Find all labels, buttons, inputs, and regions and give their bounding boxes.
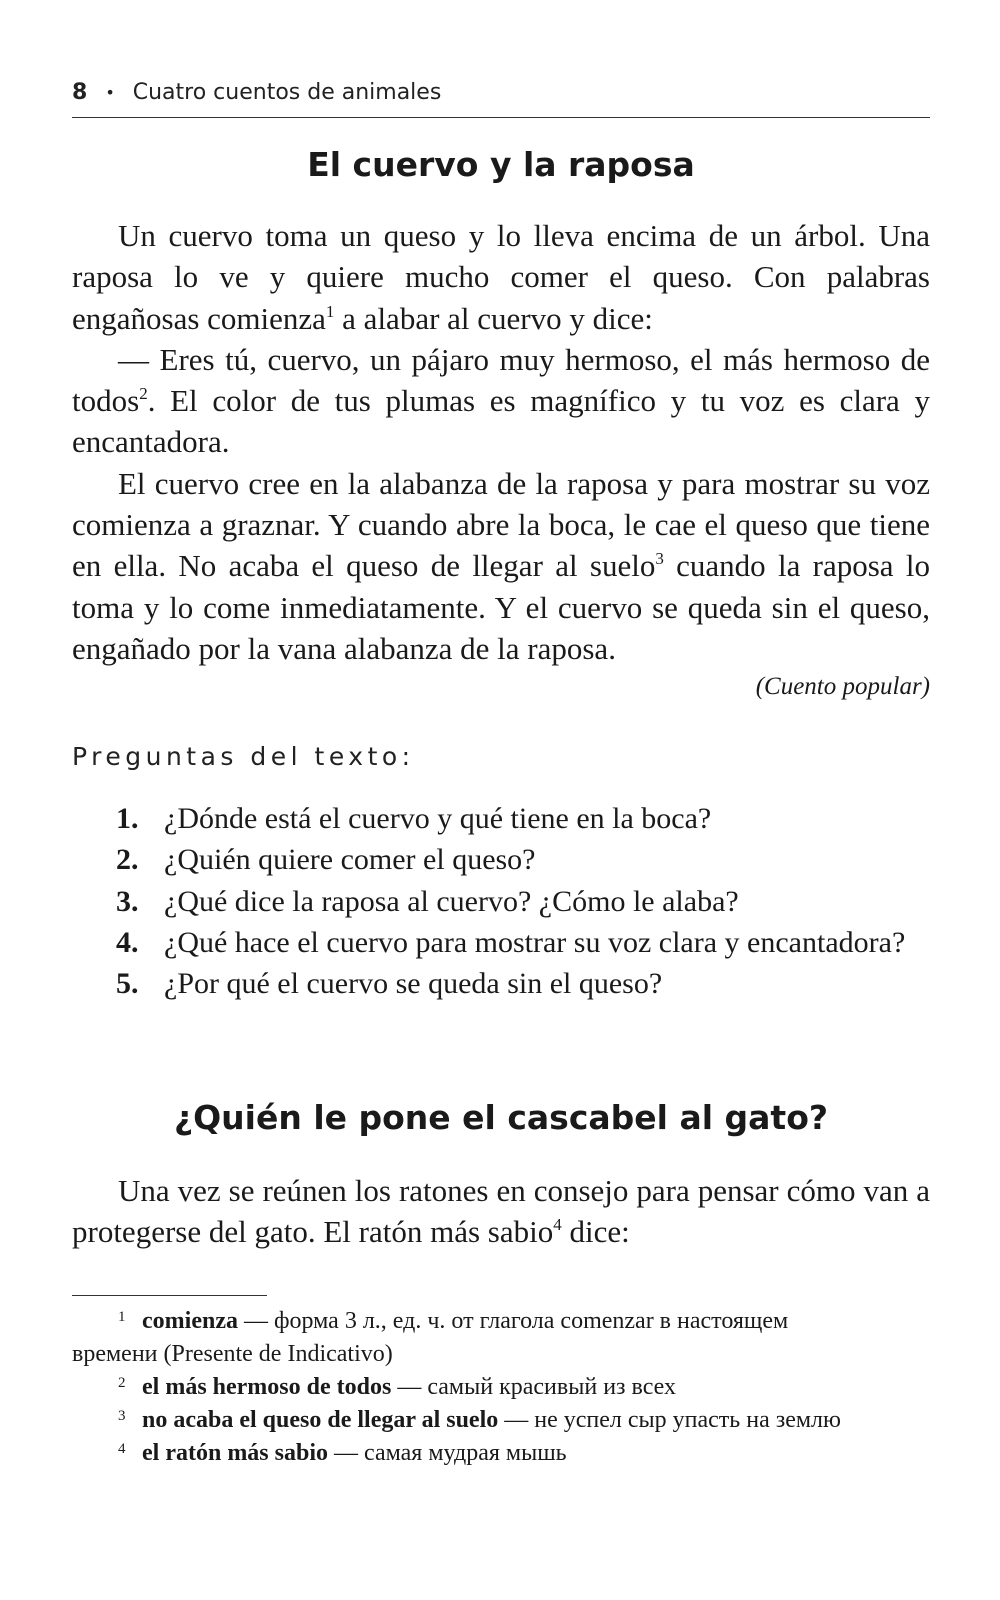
story-body-2 [72,1170,930,1253]
footnote-ref: 4 [553,1215,562,1235]
footnote: 3 no acaba el queso de llegar al suelo — не успел сыр упасть на землю [118,1407,841,1433]
book-title: Cuatro cuentos de animales [132,79,442,105]
question-item: 2. ¿Quién quiere comer el queso? [116,843,536,877]
paragraph: — Eres tú, cuervo, un pájaro muy hermoso, el más hermoso de todos$^2$. El color de tus plumas es magnífico y tu voz es clara y encantadora. [72,341,930,460]
footnote-ref: 2 [139,384,148,404]
paragraph: Una vez se reúnen los ratones en consejo para pensar cómo van a protegerse del gato. El ratón más sabio$^4$ dice: [72,1173,930,1250]
footnote: 4 el ratón más sabio — самая мудрая мышь [118,1440,567,1466]
question-item: 4. ¿Qué hace el cuervo para mostrar su voz clara y encantadora? [116,925,906,959]
footnote-ref: 3 [655,549,664,569]
running-header [72,72,930,112]
footnote-rule [72,1295,267,1296]
questions-heading: Preguntas del texto: [72,742,415,771]
question-item: 1. ¿Dónde está el cuervo y qué tiene en la boca? [116,802,712,835]
story-body-1 [72,215,930,669]
story-title-2: ¿Quién le pone el cascabel al gato? [173,1098,829,1137]
footnote: 1 comienza — форма 3 л., ед. ч. от глагола comenzar в настоящем времени (Presente de Indicativo) [72,1308,789,1367]
story-title-1: El cuervo y la raposa [307,145,695,184]
footnote-ref: 1 [325,301,335,321]
question-item: 5. ¿Por qué el cuervo se queda sin el queso? [116,967,663,1001]
footnotes [72,1305,930,1470]
questions-list [72,798,930,1004]
footnote: 2 el más hermoso de todos — самый красивый из всех [118,1374,676,1400]
paragraph: El cuervo cree en la alabanza de la raposa y para mostrar su voz comienza a graznar. Y cuando abre la boca, le cae el queso que tiene en ella. No acaba el queso de llegar al suelo$^3$ cuando la raposa lo toma y lo come inmediatamente. Y el cuervo se queda sin el queso, engañado por la vana alabanza de la raposa. [72,465,930,666]
header-separator: • [105,82,115,102]
story-source: (Cuento popular) [755,673,930,700]
page-number: 8 [72,79,88,105]
header-rule [72,117,930,118]
paragraph: Un cuervo toma un queso y lo lleva encima de un árbol. Una raposa lo ve y quiere mucho comer el queso. Con palabras engañosas comienza$^1$ a alabar al cuervo y dice: [72,218,930,336]
question-item: 3. ¿Qué dice la raposa al cuervo? ¿Cómo le alaba? [116,884,739,918]
